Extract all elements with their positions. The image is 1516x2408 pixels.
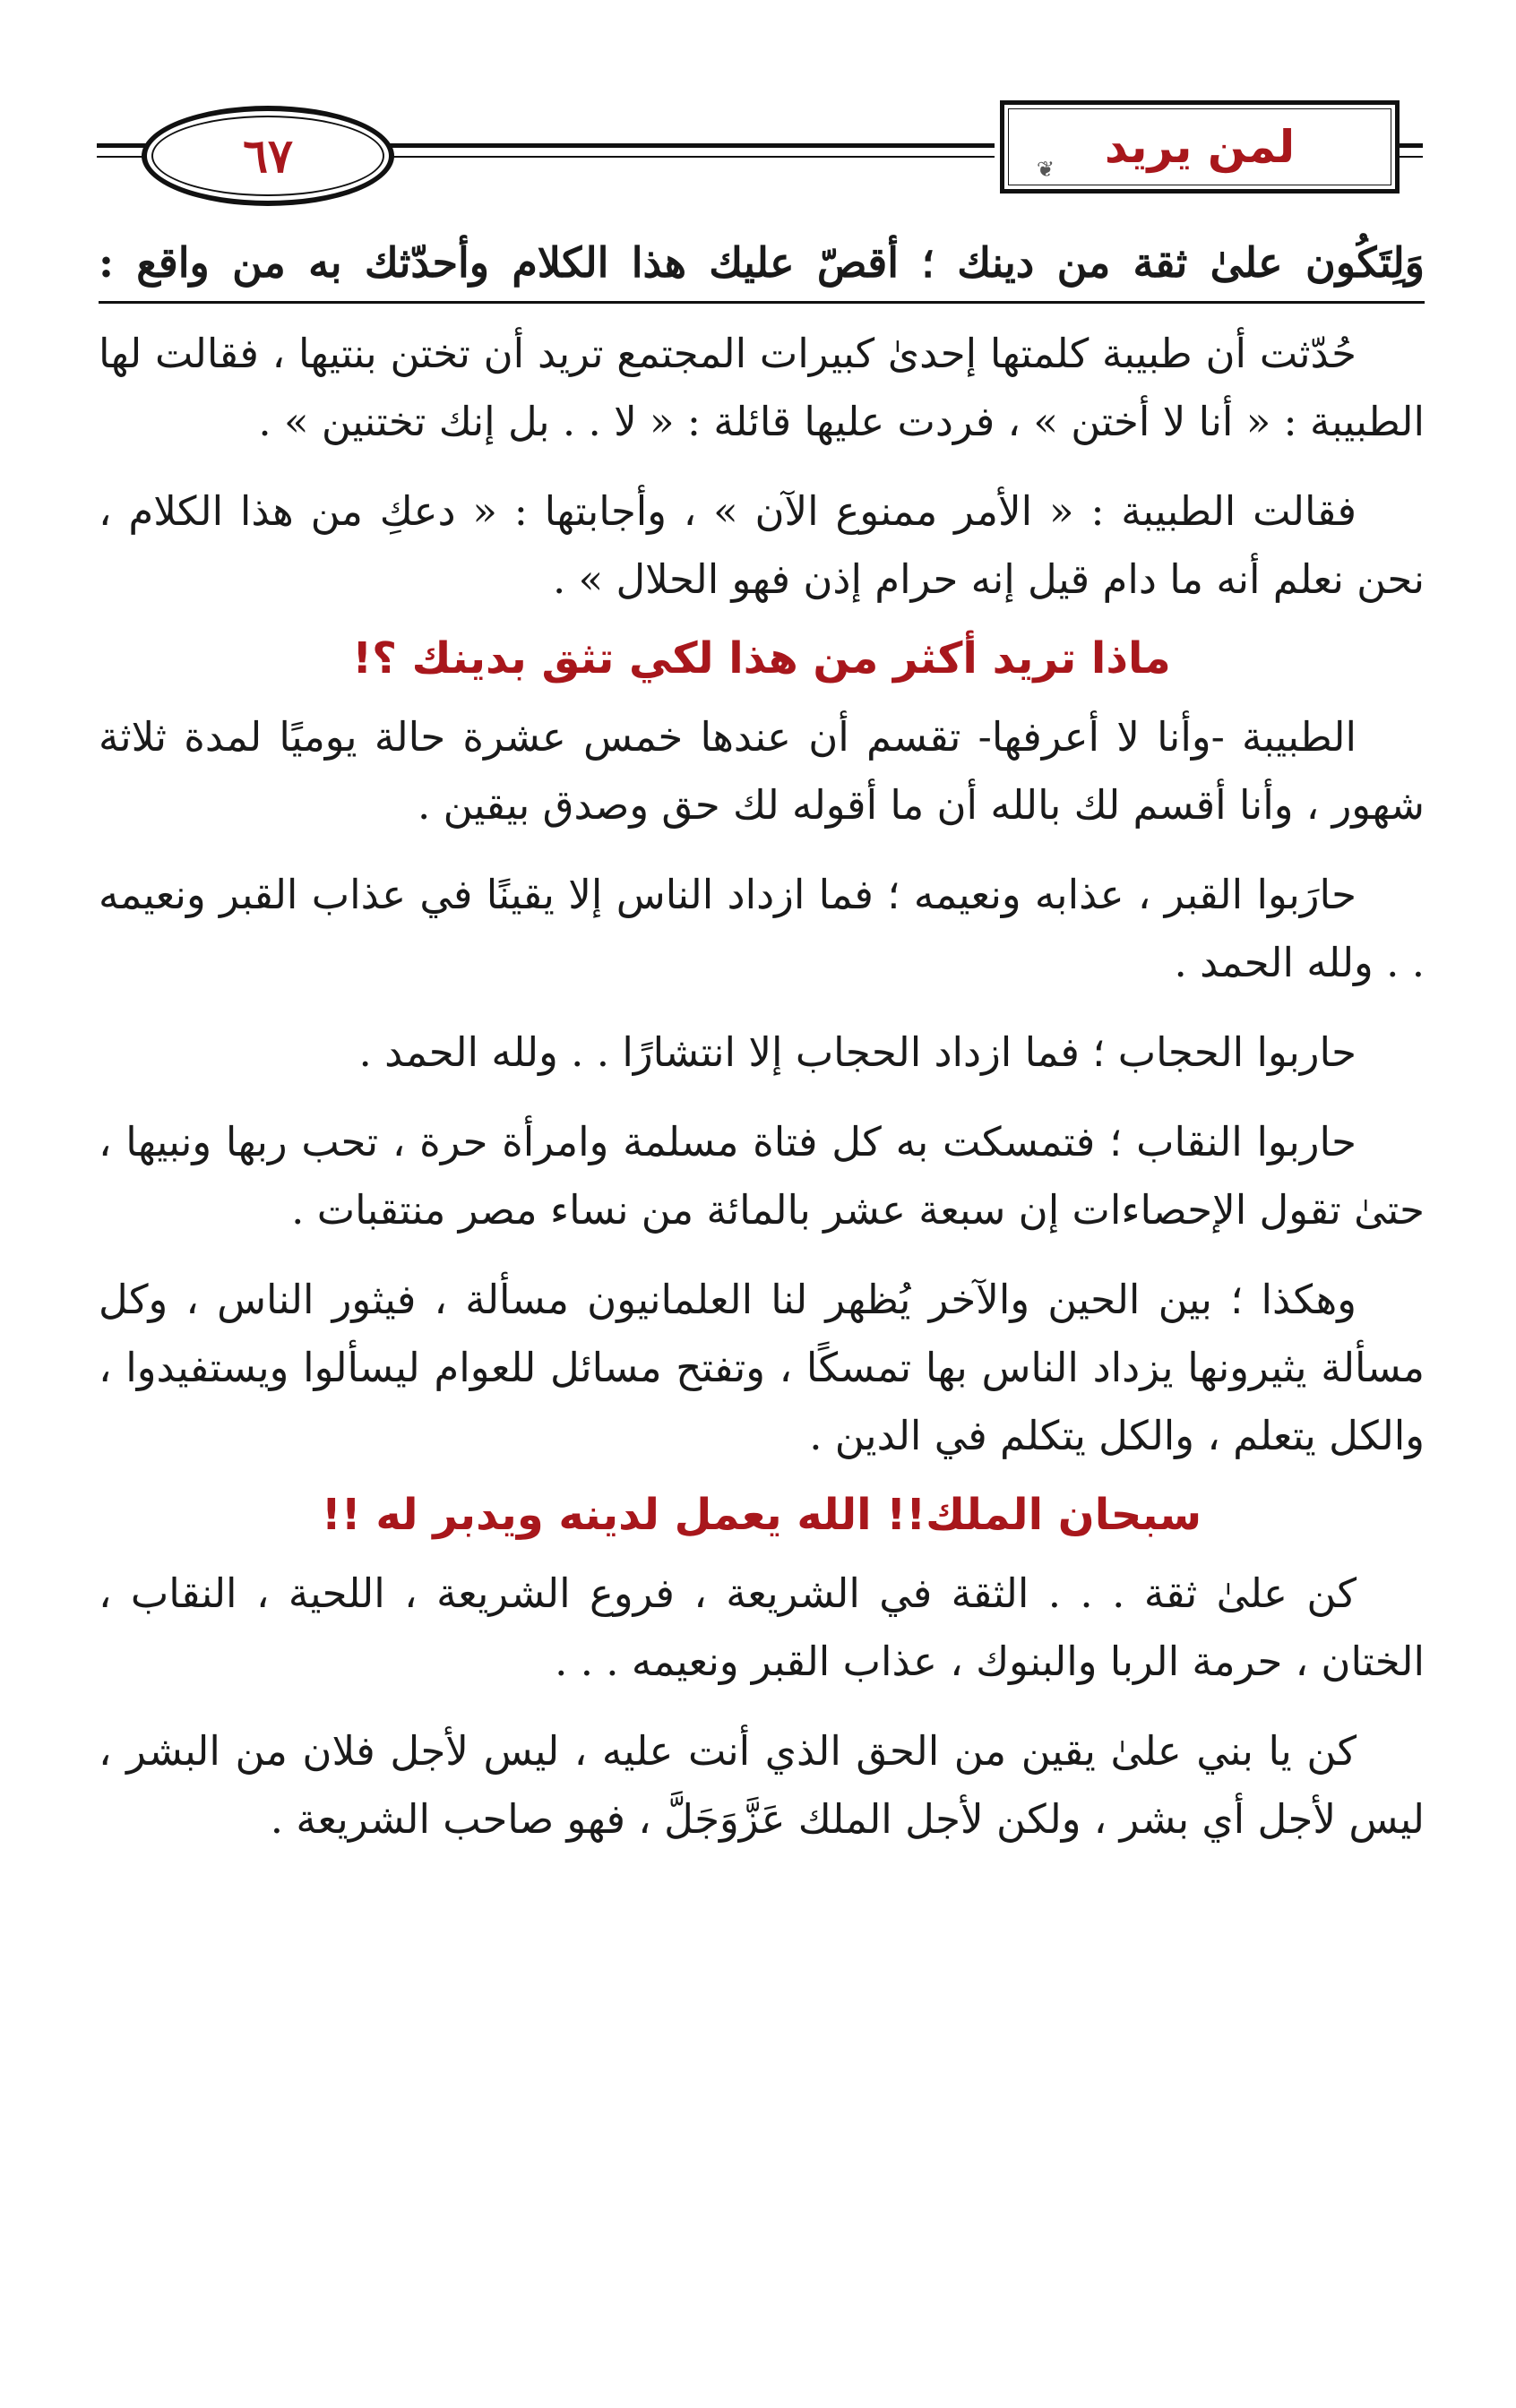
paragraph: حاربوا النقاب ؛ فتمسكت به كل فتاة مسلمة وامرأة حرة ، تحب ربها ونبيها ، حتىٰ تقول الإحصاءات إن سبعة عشر بالمائة من نساء مصر منتقبات . bbox=[99, 1118, 1425, 1234]
header-rule bbox=[1400, 156, 1423, 158]
header-rule bbox=[1400, 143, 1423, 148]
section-heading: سبحان الملك!! الله يعمل لدينه ويدبر له !! bbox=[321, 1490, 1202, 1540]
page-body bbox=[99, 224, 1425, 1853]
section-heading: ماذا تريد أكثر من هذا لكي تثق بدينك ؟! bbox=[352, 633, 1171, 684]
paragraph: فقالت الطبيبة : « الأمر ممنوع الآن » ، وأجابتها : « دعكِ من هذا الكلام ، نحن نعلم أنه ما دام قيل إنه حرام إذن فهو الحلال » . bbox=[99, 487, 1425, 603]
running-title: لمن يريد bbox=[1104, 121, 1296, 173]
paragraph: كن علىٰ ثقة . . . الثقة في الشريعة ، فروع الشريعة ، اللحية ، النقاب ، الختان ، حرمة الربا والبنوك ، عذاب القبر ونعيمه . . . bbox=[99, 1570, 1425, 1685]
paragraph: كن يا بني علىٰ يقين من الحق الذي أنت عليه ، ليس لأجل فلان من البشر ، ليس لأجل أي بشر ، ولكن لأجل الملك عَزَّوَجَلَّ ، فهو صاحب الشريعة . bbox=[99, 1727, 1425, 1843]
page-header bbox=[97, 97, 1423, 204]
page-number-frame bbox=[142, 106, 394, 206]
running-title-frame bbox=[1000, 100, 1400, 194]
page-number: ٦٧ bbox=[243, 128, 293, 184]
lead-sentence: وَلِتَكُون علىٰ ثقة من دينك ؛ أقصّ عليك هذا الكلام وأحدّثك به من واقع : bbox=[99, 224, 1425, 304]
paragraph: حارَبوا القبر ، عذابه ونعيمه ؛ فما ازداد الناس إلا يقينًا في عذاب القبر ونعيمه . . ولله الحمد . bbox=[99, 871, 1425, 986]
paragraph: وهكذا ؛ بين الحين والآخر يُظهر لنا العلمانيون مسألة ، فيثور الناس ، وكل مسألة يثيرونها يزداد الناس بها تمسكًا ، وتفتح مسائل للعوام ليسألوا ويستفيدوا ، والكل يتعلم ، والكل يتكلم في الدين . bbox=[99, 1276, 1425, 1459]
paragraph: حاربوا الحجاب ؛ فما ازداد الحجاب إلا انتشارًا . . ولله الحمد . bbox=[358, 1028, 1357, 1076]
paragraph: حُدّثت أن طبيبة كلمتها إحدىٰ كبيرات المجتمع تريد أن تختن بنتيها ، فقالت لها الطبيبة : « أنا لا أختن » ، فردت عليها قائلة : « لا . . بل إنك تختنين » . bbox=[99, 330, 1425, 445]
floral-ornament-icon: ❦ bbox=[1036, 157, 1055, 182]
paragraph: الطبيبة -وأنا لا أعرفها- تقسم أن عندها خمس عشرة حالة يوميًا لمدة ثلاثة شهور ، وأنا أقسم لك بالله أن ما أقوله لك حق وصدق بيقين . bbox=[99, 713, 1425, 829]
